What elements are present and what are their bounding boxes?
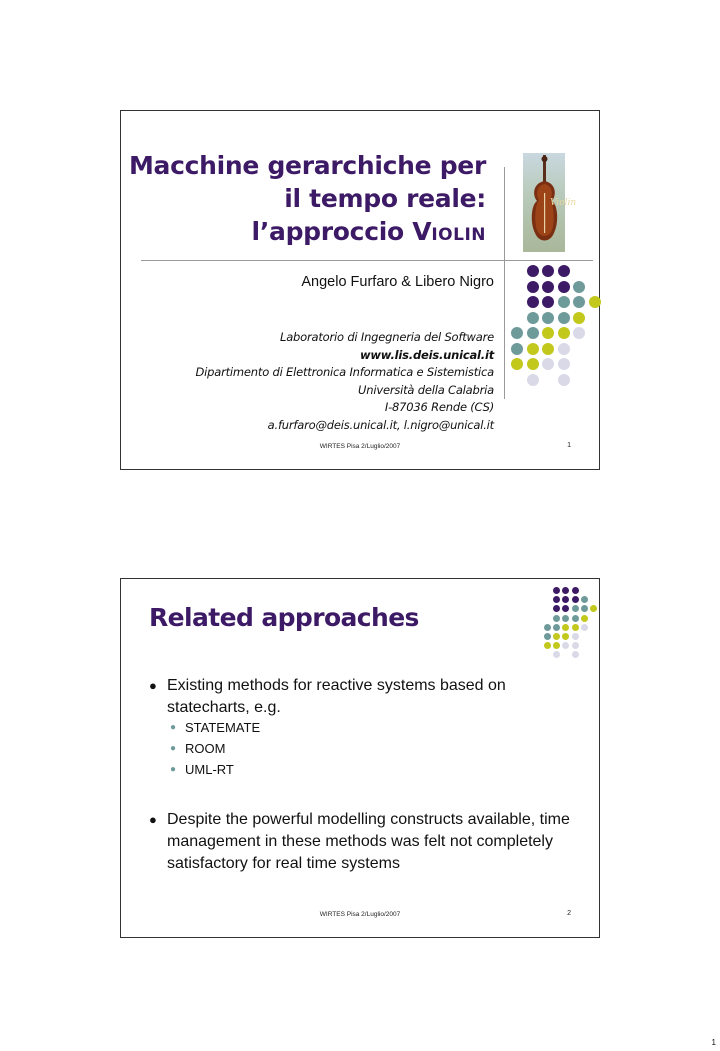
dot-icon <box>527 312 539 324</box>
sub-bullet-icon: ● <box>170 764 177 775</box>
sub-bullet-icon: ● <box>170 743 177 754</box>
dot-icon <box>553 587 560 594</box>
decorative-dot-grid-icon <box>511 265 591 385</box>
sub-bullet-text: ROOM <box>185 741 226 756</box>
slide-title <box>129 149 486 252</box>
sub-bullet-item <box>170 740 226 758</box>
dot-icon <box>542 327 554 339</box>
slide-footer: WIRTES Pisa 2/Luglio/2007 <box>319 911 401 918</box>
dot-icon <box>558 343 570 355</box>
bullet-item <box>149 675 587 719</box>
dot-icon <box>542 296 554 308</box>
sub-bullet-item <box>170 719 261 737</box>
dot-icon <box>573 312 585 324</box>
dot-icon <box>562 633 569 640</box>
dot-icon <box>544 633 551 640</box>
affiliation-block <box>195 329 494 434</box>
sub-bullet-text: UML-RT <box>185 762 234 777</box>
affiliation-website: www.lis.deis.unical.it <box>359 347 494 362</box>
dot-icon <box>558 281 570 293</box>
bullet-icon: ● <box>149 678 157 693</box>
dot-icon <box>527 281 539 293</box>
dot-icon <box>573 281 585 293</box>
dot-icon <box>562 642 569 649</box>
dot-icon <box>511 327 523 339</box>
slide-2 <box>120 578 600 938</box>
dot-icon <box>558 296 570 308</box>
horizontal-divider <box>141 260 593 261</box>
dot-icon <box>511 343 523 355</box>
bullet-text: Despite the powerful modelling constructs available, time management in these methods was felt not completely satisfactory for real time systems <box>167 811 570 872</box>
dot-icon <box>572 642 579 649</box>
dot-icon <box>527 358 539 370</box>
page-number: 1 <box>711 1038 716 1047</box>
dot-icon <box>581 624 588 631</box>
dot-icon <box>558 327 570 339</box>
dot-icon <box>553 633 560 640</box>
dot-icon <box>553 651 560 658</box>
dot-icon <box>527 374 539 386</box>
dot-icon <box>572 651 579 658</box>
dot-icon <box>572 596 579 603</box>
affiliation-emails: a.furfaro@deis.unical.it, l.nigro@unical.it <box>267 417 494 432</box>
dot-icon <box>572 605 579 612</box>
title-line-3-prefix: l’approccio V <box>251 217 432 246</box>
vertical-divider <box>504 167 505 399</box>
dot-icon <box>542 358 554 370</box>
dot-icon <box>544 624 551 631</box>
dot-icon <box>558 358 570 370</box>
dot-icon <box>572 587 579 594</box>
dot-icon <box>544 642 551 649</box>
affiliation-university: Università della Calabria <box>358 382 494 397</box>
dot-icon <box>572 633 579 640</box>
slide-title: Related approaches <box>149 603 419 632</box>
dot-icon <box>581 596 588 603</box>
affiliation-department: Dipartimento di Elettronica Informatica e Sistemistica <box>195 365 494 379</box>
title-line-1: Macchine gerarchiche per <box>128 151 486 180</box>
dot-icon <box>542 281 554 293</box>
dot-icon <box>527 327 539 339</box>
dot-icon <box>527 265 539 277</box>
violin-label: Violin <box>550 198 577 208</box>
dot-icon <box>558 312 570 324</box>
dot-icon <box>562 587 569 594</box>
title-line-2: il tempo reale: <box>284 184 486 213</box>
dot-icon <box>562 605 569 612</box>
decorative-dot-grid-icon <box>544 587 594 659</box>
dot-icon <box>542 265 554 277</box>
affiliation-address: I-87036 Rende (CS) <box>384 400 494 414</box>
affiliation-lab: Laboratorio di Ingegneria del Software <box>280 330 494 344</box>
dot-icon <box>573 296 585 308</box>
dot-icon <box>553 624 560 631</box>
dot-icon <box>553 596 560 603</box>
dot-icon <box>553 615 560 622</box>
dot-icon <box>573 327 585 339</box>
dot-icon <box>589 296 601 308</box>
bullet-icon: ● <box>149 812 157 827</box>
sub-bullet-icon: ● <box>170 722 177 733</box>
dot-icon <box>527 296 539 308</box>
dot-icon <box>562 624 569 631</box>
sub-bullet-text: STATEMATE <box>185 720 261 735</box>
dot-icon <box>562 596 569 603</box>
slide-1 <box>120 110 600 470</box>
slide-footer: WIRTES Pisa 2/Luglio/2007 <box>319 443 401 450</box>
dot-icon <box>511 358 523 370</box>
sub-bullet-item <box>170 761 234 779</box>
dot-icon <box>562 615 569 622</box>
dot-icon <box>542 312 554 324</box>
dot-icon <box>542 343 554 355</box>
dot-icon <box>581 615 588 622</box>
dot-icon <box>572 624 579 631</box>
bullet-item <box>149 809 587 875</box>
slide-number: 1 <box>567 442 571 449</box>
dot-icon <box>558 374 570 386</box>
dot-icon <box>553 642 560 649</box>
title-line-3 <box>129 215 486 252</box>
dot-icon <box>527 343 539 355</box>
dot-icon <box>581 605 588 612</box>
slide-number: 2 <box>567 910 571 917</box>
bullet-text: Existing methods for reactive systems based on statecharts, e.g. <box>167 677 506 716</box>
violin-image <box>523 153 577 252</box>
dot-icon <box>553 605 560 612</box>
author-line: Angelo Furfaro & Libero Nigro <box>301 274 494 290</box>
dot-icon <box>558 265 570 277</box>
title-line-3-smallcaps: IOLIN <box>431 225 486 245</box>
dot-icon <box>572 615 579 622</box>
dot-icon <box>590 605 597 612</box>
